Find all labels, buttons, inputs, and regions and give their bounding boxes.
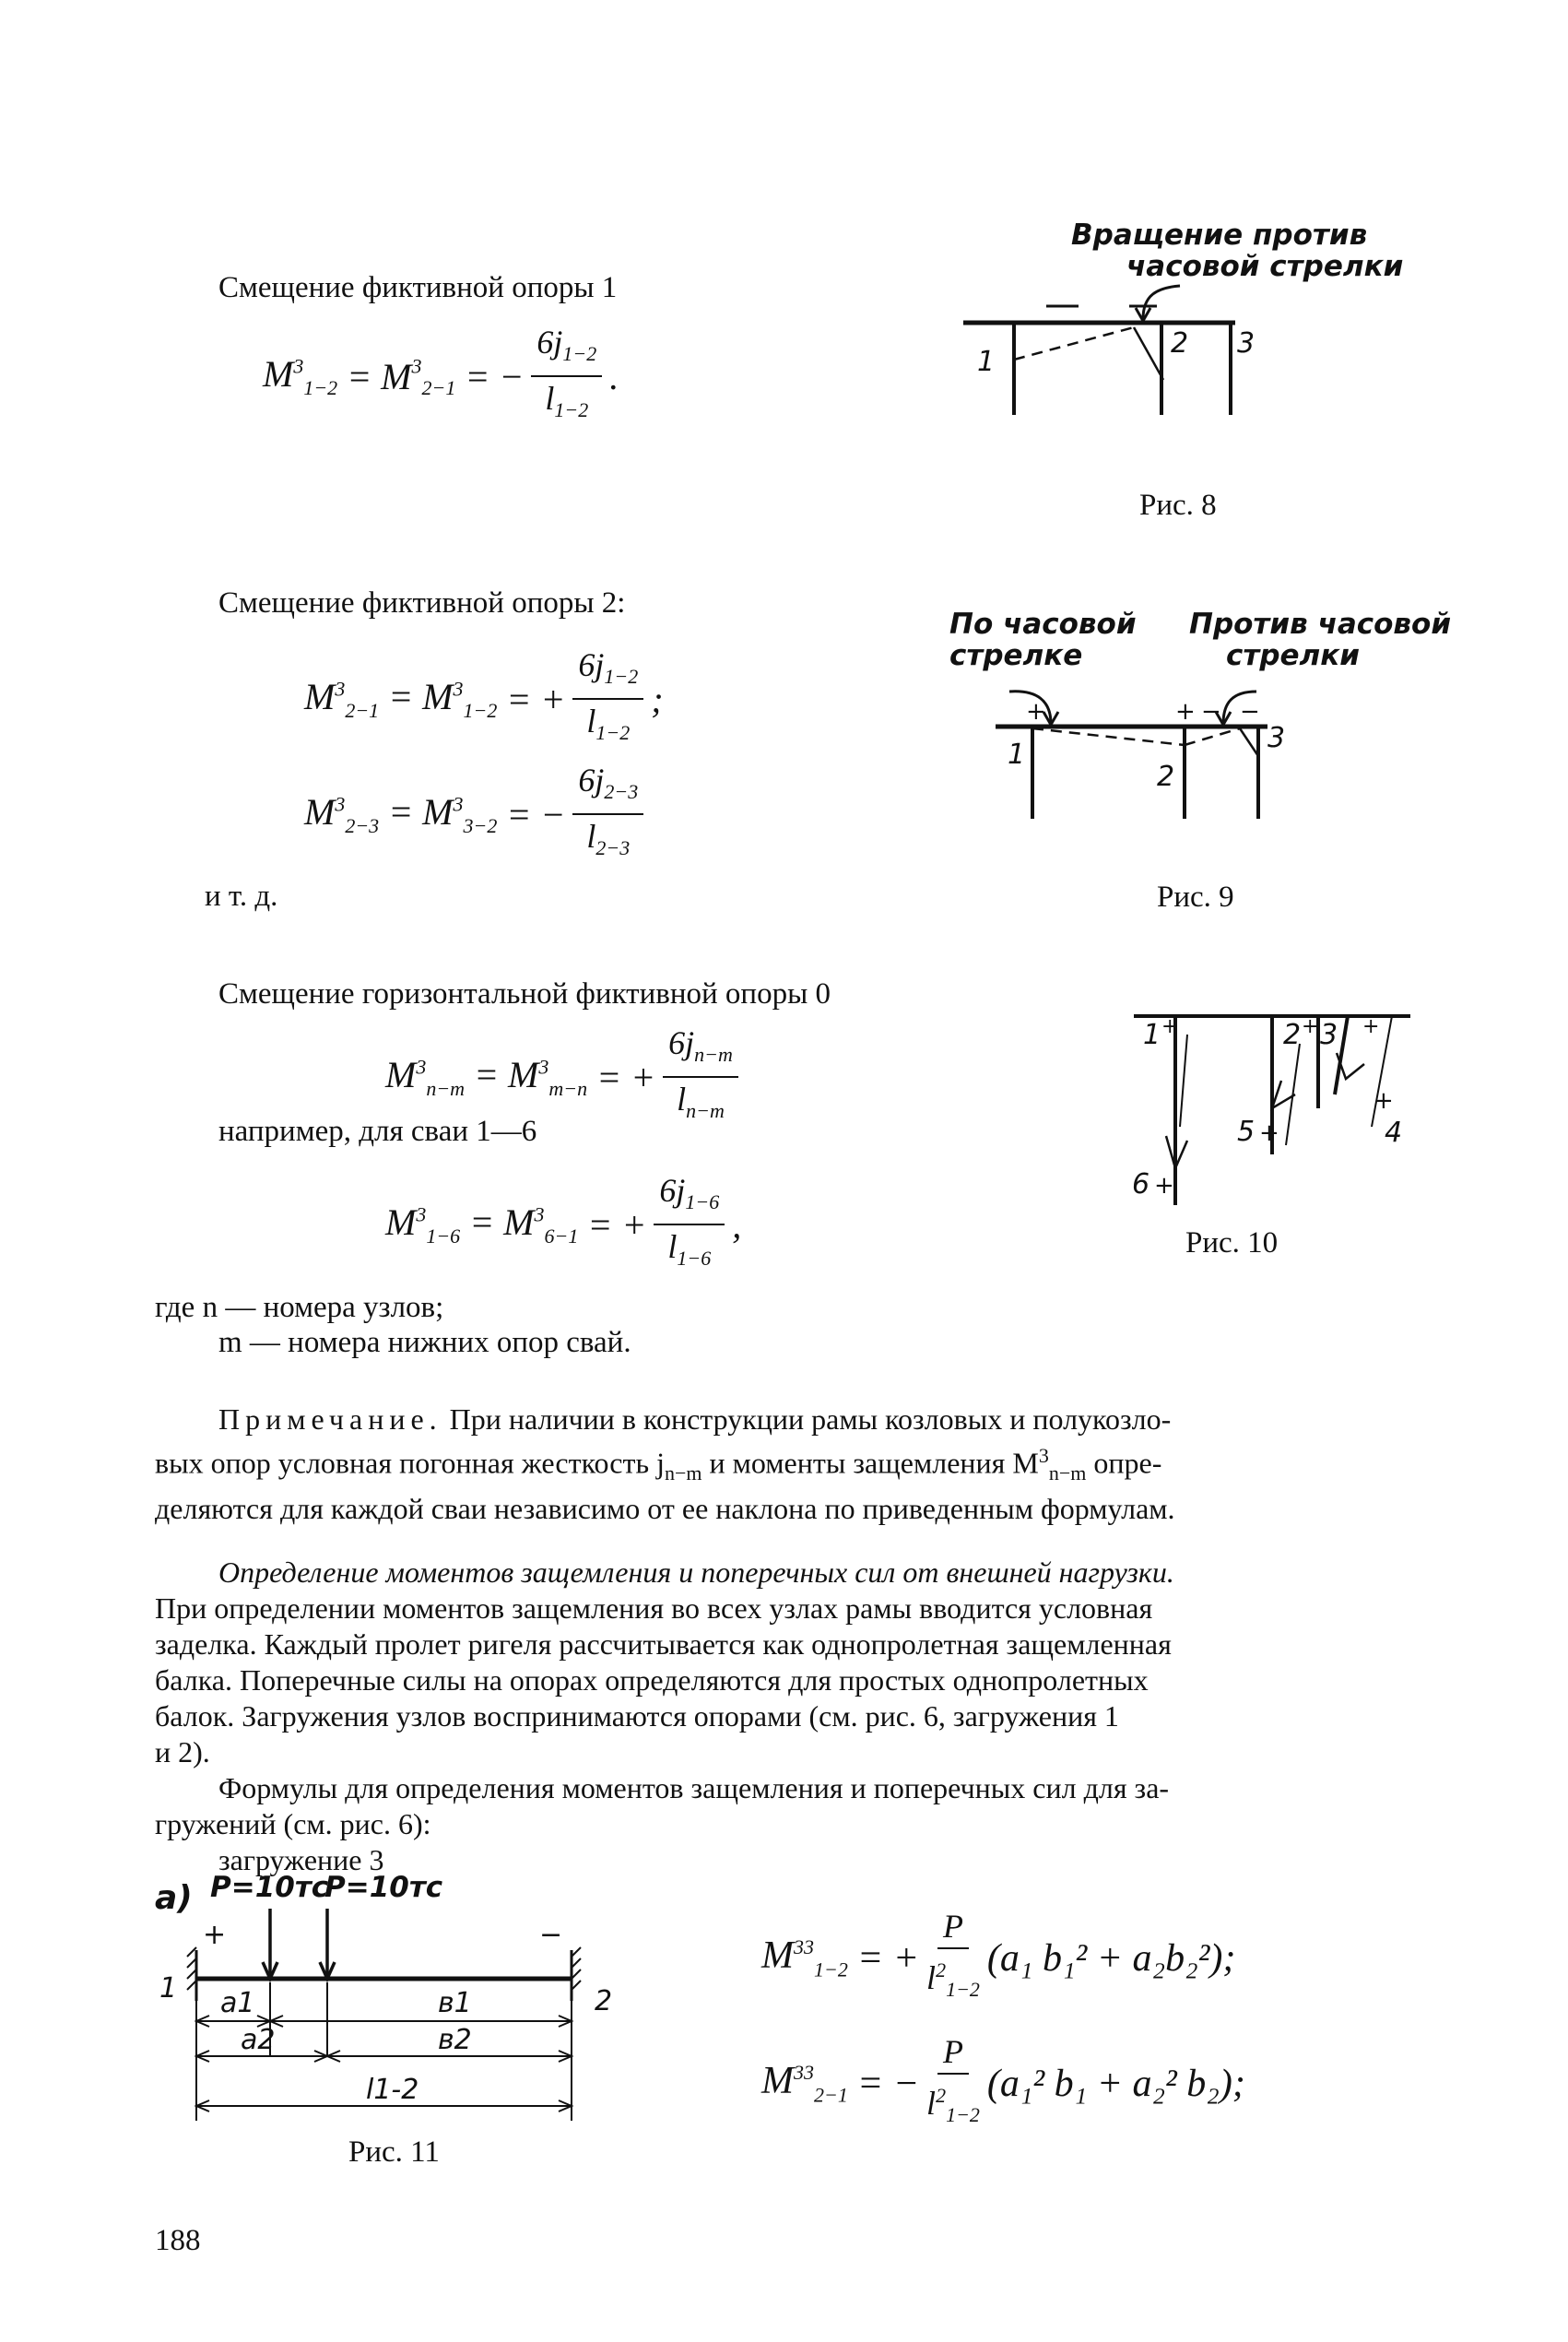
fig9-caption: Рис. 9 (1157, 881, 1234, 914)
equation-fixed-moment-2-1: $M^{33}_{2-1}$ = − $\frac{P}{l^2_{1-2}}$ (a₁² b₁ + a₂² b₂); (761, 2033, 1245, 2127)
fig10-label-2: 2 (1283, 1019, 1302, 1051)
fig8-label-2: 2 (1171, 327, 1189, 360)
fig8-label-3: 3 (1237, 327, 1256, 360)
note-label: Примечание. (218, 1402, 442, 1436)
fig8-label-1: 1 (977, 346, 996, 378)
page-number: 188 (155, 2224, 201, 2257)
fig8-caption: Рис. 8 (1139, 489, 1217, 522)
fig11-span: l1-2 (366, 2074, 419, 2106)
fig9-right-label-2: стрелки (1226, 639, 1361, 672)
where-line-2: m — номера нижних опор свай. (218, 1326, 631, 1359)
etc-text: и т. д. (205, 880, 278, 913)
where-line-1: где n — номера узлов; (155, 1291, 444, 1324)
fig11-diagram (161, 1909, 622, 2130)
section-heading-support-1: Смещение фиктивной опоры 1 (218, 271, 618, 304)
fig8-annotation-line1: Вращение против (1071, 219, 1368, 252)
fig8-diagram (959, 277, 1254, 415)
body-paragraph: Определение моментов защемления и поперечных сил от внешней нагрузки. При определении моментов защемления во всех узлах рамы вводится условная заделка. Каждый пролет ригеля рассчитывается как однопролетная защемленная балка. Поперечные силы на опорах определяются для простых однопролетных балок. Загружения узлов воспринимаются опорами (см. рис. 6, загружения 1 и 2). Формулы для определения моментов защемления и поперечных сил для за- гружений (см. рис. 6): загружение 3 (155, 1555, 1430, 1878)
fig9-left-label-2: стрелке (949, 639, 1083, 672)
fig11-b2: в2 (438, 2024, 472, 2056)
fig10-label-1: 1 (1143, 1019, 1161, 1051)
fig10-label-6: 6 (1132, 1168, 1150, 1201)
fig11-b1: в1 (438, 1987, 472, 2019)
equation-support-1: $M^3_{1-2}$ = M $^3_{2-1}$ = − $\frac{6j_{1-2}}{l_{1-2}}$ . (263, 324, 619, 422)
section-heading-horizontal-support: Смещение горизонтальной фиктивной опоры 0 (218, 977, 831, 1011)
fig9-left-label-1: По часовой (949, 608, 1137, 641)
fig9-label-3: 3 (1267, 722, 1286, 754)
fig9-right-label-1: Против часовой (1189, 608, 1452, 641)
fig11-label-2: 2 (595, 1985, 613, 2017)
note-paragraph: Примечание. При наличии в конструкции рамы козловых и полукозло- вых опор условная погонная жесткость $j_{n-m}$ и моменты защемления $M^3_{n-m}$ опре- деляются для каждой сваи независимо от ее наклона по приведенным формулам. (155, 1402, 1175, 1526)
italic-lead: Определение моментов защемления и поперечных сил от внешней нагрузки. (218, 1555, 1174, 1589)
equation-fixed-moment-1-2: $M^{33}_{1-2}$ = + $\frac{P}{l^2_{1-2}}$ (a₁ b₁² + a₂b₂²); (761, 1908, 1236, 2002)
fig8-annotation-line2: часовой стрелки (1126, 250, 1404, 283)
equation-support-2-a: $M^3_{2-1}$ = $M^3_{1-2}$ = + $\frac{6j_{1-2}}{l_{1-2}}$ ; (304, 646, 664, 745)
svg-text:−: − (539, 1919, 563, 1951)
svg-text:+: + (1362, 1015, 1380, 1038)
example-text: например, для сваи 1—6 (218, 1115, 537, 1148)
fig11-a2: a2 (241, 2024, 276, 2056)
svg-text:+: + (1302, 1015, 1319, 1038)
fig9-label-1: 1 (1008, 739, 1026, 771)
svg-text:+: + (1175, 698, 1196, 726)
svg-text:−: − (1240, 698, 1260, 726)
fig11-load-1: P=10тс (210, 1871, 329, 1904)
fig10-diagram (1125, 1007, 1420, 1210)
equation-pile-1-6: $M^3_{1-6}$ = $M^3_{6-1}$ = + $\frac{6j_{1-6}}{l_{1-6}}$ , (385, 1172, 742, 1271)
svg-text:+: + (1161, 1015, 1179, 1038)
fig9-diagram (991, 673, 1286, 821)
fig9-label-2: 2 (1157, 761, 1175, 793)
svg-text:+: + (1154, 1172, 1174, 1200)
fig11-a1: a1 (220, 1987, 255, 2019)
fig11-label-1: 1 (159, 1972, 178, 2005)
svg-text:+: + (203, 1919, 227, 1951)
fig11-panel-label: a) (155, 1879, 193, 1917)
fig11-caption: Рис. 11 (348, 2135, 440, 2169)
equation-horizontal-support: $M^3_{n-m}$ = $M^3_{m-n}$ = + $\frac{6j_{n-m}}{l_{n-m}}$ (385, 1023, 746, 1130)
fig10-label-3: 3 (1320, 1019, 1338, 1051)
fig10-label-5: 5 (1237, 1116, 1256, 1148)
loading-label: загружение 3 (218, 1843, 384, 1876)
equation-support-2-b: $M^3_{2-3}$ = $M^3_{3-2}$ = − $\frac{6j_{2-3}}{l_{2-3}}$ (304, 761, 651, 868)
fig10-label-4: 4 (1385, 1117, 1403, 1149)
svg-text:+: + (1259, 1119, 1279, 1147)
fig10-caption: Рис. 10 (1185, 1226, 1279, 1260)
section-heading-support-2: Смещение фиктивной опоры 2: (218, 586, 626, 620)
svg-text:−: − (1201, 698, 1221, 726)
svg-text:+: + (1373, 1087, 1394, 1115)
svg-text:+: + (1026, 698, 1046, 726)
fig11-load-2: P=10тс (324, 1871, 443, 1904)
